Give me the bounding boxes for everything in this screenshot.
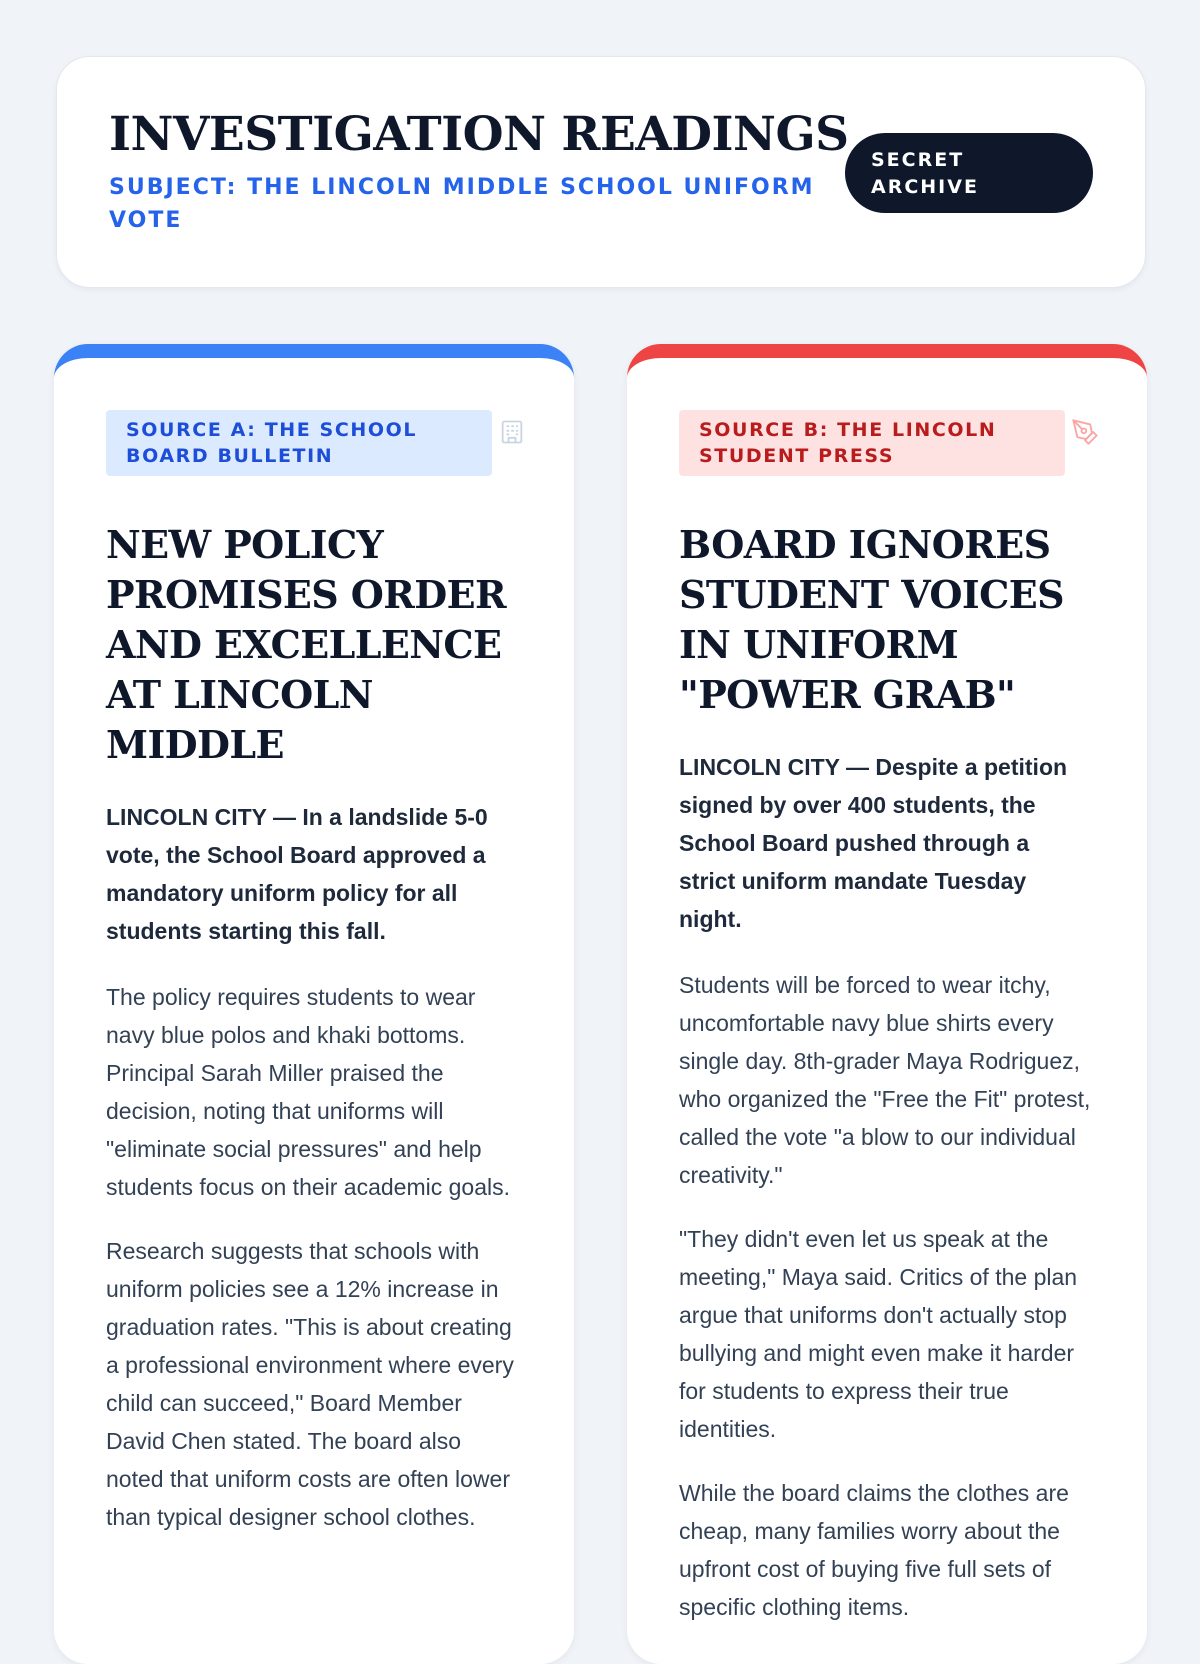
page-subtitle: SUBJECT: THE LINCOLN MIDDLE SCHOOL UNIFORM VOTE: [109, 175, 815, 233]
source-card-b: [627, 344, 1147, 1664]
source-tag: SOURCE B: THE LINCOLN STUDENT PRESS: [679, 410, 1065, 476]
article-paragraph: While the board claims the clothes are cheap, many families worry about the upfront cost of buying five full sets of specific clothing items.: [679, 1480, 1069, 1620]
article-lead: LINCOLN CITY — Despite a petition signed by over 400 students, the School Board pushed through a strict uniform mandate Tuesday night.: [679, 754, 1068, 932]
article-paragraph: "They didn't even let us speak at the meeting," Maya said. Critics of the plan argue that uniforms don't actually stop bullying and might even make it harder for students to express their true identities.: [679, 1226, 1078, 1442]
article-headline: NEW POLICY PROMISES ORDER AND EXCELLENCE AT LINCOLN MIDDLE: [106, 522, 506, 767]
source-card-a: [54, 344, 574, 1664]
pen-icon: [1071, 418, 1099, 446]
article-body: [106, 798, 518, 1562]
article-headline: BOARD IGNORES STUDENT VOICES IN UNIFORM "POWER GRAB": [679, 522, 1064, 717]
page-title: INVESTIGATION READINGS: [109, 107, 849, 162]
header-card: [56, 56, 1146, 288]
article-paragraph: Research suggests that schools with uniform policies see a 12% increase in graduation rates. "This is about creating a professional environment where every child can succeed," Board Member David Chen stated. The board also noted that uniform costs are often lower than typical designer school clothes.: [106, 1238, 514, 1530]
article-lead: LINCOLN CITY — In a landslide 5-0 vote, the School Board approved a mandatory uniform policy for all students starting this fall.: [106, 804, 488, 944]
secret-archive-badge: SECRET ARCHIVE: [845, 133, 1093, 213]
building-icon: [498, 418, 526, 446]
article-paragraph: Students will be forced to wear itchy, uncomfortable navy blue shirts every single day. 8th-grader Maya Rodriguez, who organized the "Free the Fit" protest, called the vote "a blow to our individual creativity.": [679, 972, 1091, 1188]
source-tag: SOURCE A: THE SCHOOL BOARD BULLETIN: [106, 410, 492, 476]
article-body: [679, 748, 1091, 1652]
article-paragraph: The policy requires students to wear navy blue polos and khaki bottoms. Principal Sarah Miller praised the decision, noting that uniforms will "eliminate social pressures" and help students focus on their academic goals.: [106, 984, 511, 1200]
